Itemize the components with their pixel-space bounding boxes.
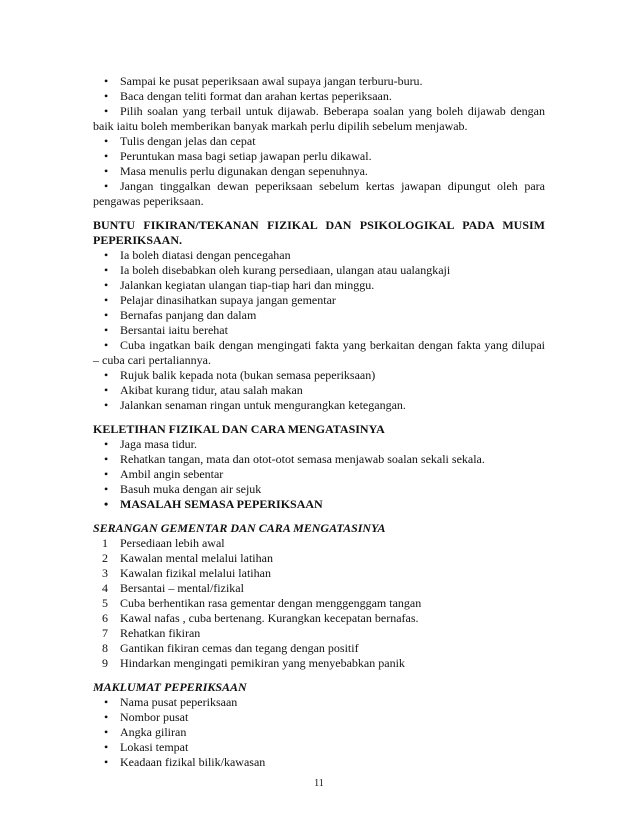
item-text: Kawalan mental melalui latihan [120, 551, 273, 565]
list-item: • Basuh muka dengan air sejuk [93, 482, 545, 497]
list-item: • Tulis dengan jelas dan cepat [93, 134, 545, 149]
section-heading-buntu-fikiran: BUNTU FIKIRAN/TEKANAN FIZIKAL DAN PSIKOLOGIKAL PADA MUSIM PEPERIKSAAN. [93, 218, 545, 247]
list-item [93, 596, 545, 611]
list-item: • Peruntukan masa bagi setiap jawapan perlu dikawal. [93, 149, 545, 164]
list-item [93, 656, 545, 671]
list-item [93, 566, 545, 581]
item-text: Kawalan fizikal melalui latihan [120, 566, 271, 580]
list-item: • Sampai ke pusat peperiksaan awal supaya jangan terburu-buru. [93, 74, 545, 89]
item-text: Bersantai – mental/fizikal [120, 581, 244, 595]
item-text: Hindarkan mengingati pemikiran yang menyebabkan panik [120, 656, 405, 670]
list-item: • Pilih soalan yang terbail untuk dijawab. Beberapa soalan yang boleh dijawab dengan baik iaitu boleh memberikan banyak markah perlu dipilih sebelum menjawab. [93, 104, 545, 134]
item-text: Cuba berhentikan rasa gementar dengan menggenggam tangan [120, 596, 422, 610]
section-heading-keletihan: KELETIHAN FIZIKAL DAN CARA MENGATASINYA [93, 422, 385, 436]
list-item: • Jalankan senaman ringan untuk mengurangkan ketegangan. [93, 398, 545, 413]
item-number: 6 [102, 611, 108, 625]
item-text: Gantikan fikiran cemas dan tegang dengan positif [120, 641, 359, 655]
list-item [93, 626, 545, 641]
document-page [93, 74, 545, 770]
list-item: • Nama pusat peperiksaan [93, 695, 545, 710]
anxiety-numbered-list [93, 536, 545, 671]
section-heading-maklumat: MAKLUMAT PEPERIKSAAN [93, 680, 247, 694]
list-item: • Lokasi tempat [93, 740, 545, 755]
list-item: • Ambil angin sebentar [93, 467, 545, 482]
list-item: • Keadaan fizikal bilik/kawasan [93, 755, 545, 770]
section-heading-serangan-gementar: SERANGAN GEMENTAR DAN CARA MENGATASINYA [93, 521, 386, 535]
list-item: • Pelajar dinasihatkan supaya jangan gementar [93, 293, 545, 308]
item-number: 5 [102, 596, 108, 610]
list-item: • Ia boleh diatasi dengan pencegahan [93, 248, 545, 263]
list-item: • Jalankan kegiatan ulangan tiap-tiap hari dan minggu. [93, 278, 545, 293]
list-item: • Ia boleh disebabkan oleh kurang persediaan, ulangan atau ualangkaji [93, 263, 545, 278]
exam-info-list [93, 695, 545, 770]
list-item: • Akibat kurang tidur, atau salah makan [93, 383, 545, 398]
list-item: • Jaga masa tidur. [93, 437, 545, 452]
list-item [93, 551, 545, 566]
list-item: • Cuba ingatkan baik dengan mengingati fakta yang berkaitan dengan fakta yang dilupai – cuba cari pertaliannya. [93, 338, 545, 368]
list-item: • Rujuk balik kepada nota (bukan semasa peperiksaan) [93, 368, 545, 383]
list-item: • Rehatkan tangan, mata dan otot-otot semasa menjawab soalan sekali sekala. [93, 452, 545, 467]
item-text: Kawal nafas , cuba bertenang. Kurangkan kecepatan bernafas. [120, 611, 419, 625]
item-text: Rehatkan fikiran [120, 626, 201, 640]
stress-list [93, 248, 545, 413]
list-item [93, 641, 545, 656]
list-item [93, 611, 545, 626]
item-text: Persediaan lebih awal [120, 536, 225, 550]
item-number: 9 [102, 656, 108, 670]
list-item: • Baca dengan teliti format dan arahan kertas peperiksaan. [93, 89, 545, 104]
list-item: • MASALAH SEMASA PEPERIKSAAN [93, 497, 545, 512]
list-item: • Bersantai iaitu berehat [93, 323, 545, 338]
item-number: 4 [102, 581, 108, 595]
list-item: • Nombor pusat [93, 710, 545, 725]
page-number: 11 [314, 778, 324, 789]
exam-tips-list [93, 74, 545, 209]
list-item: • Bernafas panjang dan dalam [93, 308, 545, 323]
list-item [93, 536, 545, 551]
list-item: • Masa menulis perlu digunakan dengan sepenuhnya. [93, 164, 545, 179]
fatigue-list [93, 437, 545, 512]
item-number: 7 [102, 626, 108, 640]
list-item: • Jangan tinggalkan dewan peperiksaan sebelum kertas jawapan dipungut oleh para pengawas peperiksaan. [93, 179, 545, 209]
item-number: 1 [102, 536, 108, 550]
item-number: 8 [102, 641, 108, 655]
list-item [93, 581, 545, 596]
item-number: 3 [102, 566, 108, 580]
item-number: 2 [102, 551, 108, 565]
list-item: • Angka giliran [93, 725, 545, 740]
